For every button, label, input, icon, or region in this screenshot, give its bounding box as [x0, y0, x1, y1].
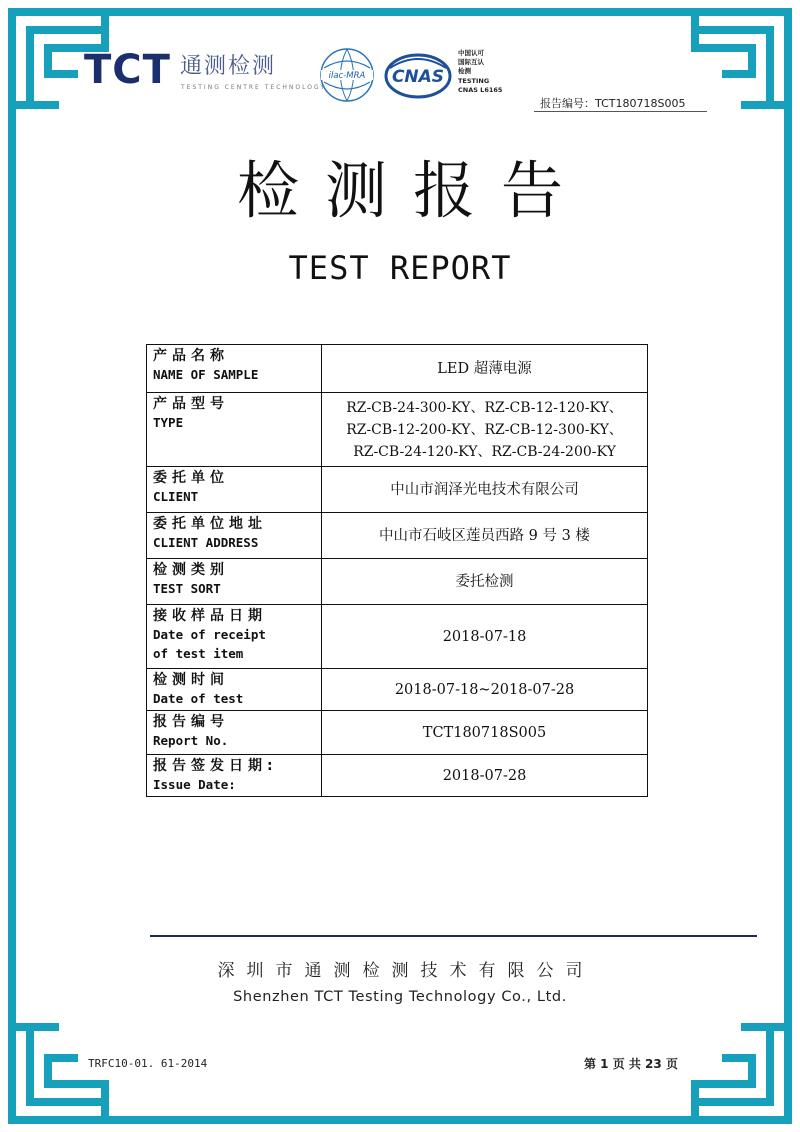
tct-logo: TCT [84, 47, 171, 93]
table-row [147, 669, 648, 711]
table-row [147, 711, 648, 755]
row-value: 中山市石岐区莲员西路 9 号 3 楼 [322, 513, 648, 559]
report-title-english: TEST REPORT [288, 249, 512, 287]
label-english: Report No. [153, 733, 229, 748]
row-label [147, 467, 322, 513]
table-row [147, 467, 648, 513]
company-name-english: Shenzhen TCT Testing Technology Co., Ltd. [233, 989, 567, 1005]
table-row [147, 559, 648, 605]
row-value: 委托检测 [322, 559, 648, 605]
row-value: RZ-CB-24-300-KY、RZ-CB-12-120-KY、 RZ-CB-12-200-KY、RZ-CB-12-300-KY、 RZ-CB-24-120-KY、RZ-CB-24-200-KY [322, 393, 648, 467]
row-label [147, 559, 322, 605]
label-english: TEST SORT [153, 581, 221, 596]
label-english: CLIENT [153, 489, 199, 504]
label-chinese: 委托单位地址 [153, 516, 267, 532]
row-value: 2018-07-18 [322, 605, 648, 669]
row-label [147, 345, 322, 393]
ilac-mra-logo [318, 46, 376, 104]
label-chinese: 委托单位 [153, 470, 229, 486]
table-row [147, 605, 648, 669]
label-chinese: 检测时间 [153, 672, 229, 688]
row-value: 2018-07-28 [322, 755, 648, 797]
tct-logo-tagline: TESTING CENTRE TECHNOLOGY [181, 84, 326, 91]
label-chinese: 接收样品日期 [153, 608, 267, 624]
company-name-chinese: 深圳市通测检测技术有限公司 [217, 961, 595, 981]
label-english: TYPE [153, 415, 184, 430]
row-label [147, 605, 322, 669]
table-row [147, 345, 648, 393]
row-value: 2018-07-18~2018-07-28 [322, 669, 648, 711]
report-info-table [146, 344, 648, 797]
row-value: LED 超薄电源 [322, 345, 648, 393]
label-english: Issue Date: [153, 777, 236, 792]
header-rule [534, 111, 707, 112]
row-value: 中山市润泽光电技术有限公司 [322, 467, 648, 513]
ilac-label: ilac-MRA [328, 71, 366, 81]
cnas-label: CNAS [391, 67, 445, 87]
label-english: Date of receipt of test item [153, 627, 266, 661]
header-report-number: 报告编号：TCT180718S005 [540, 97, 686, 110]
table-row [147, 393, 648, 467]
footer-rule [150, 935, 757, 937]
label-chinese: 报告签发日期: [153, 758, 278, 774]
row-value: TCT180718S005 [322, 711, 648, 755]
label-chinese: 产品名称 [153, 348, 229, 364]
table-row [147, 513, 648, 559]
label-english: Date of test [153, 691, 244, 706]
table-row [147, 755, 648, 797]
label-english: NAME OF SAMPLE [153, 367, 259, 382]
form-code: TRFC10-01. 61-2014 [88, 1057, 208, 1070]
row-label [147, 393, 322, 467]
cnas-accreditation-text: 中国认可 国际互认 检测 TESTING CNAS L6165 [458, 49, 503, 94]
cnas-logo [384, 52, 452, 100]
row-label [147, 513, 322, 559]
label-chinese: 报告编号 [153, 714, 229, 730]
row-label [147, 669, 322, 711]
label-english: CLIENT ADDRESS [153, 535, 259, 550]
report-title-chinese: 检测报告 [236, 154, 589, 227]
page-number: 第 1 页 共 23 页 [584, 1057, 678, 1071]
row-label [147, 711, 322, 755]
tct-logo-chinese: 通测检测 [180, 54, 277, 79]
row-label [147, 755, 322, 797]
label-chinese: 检测类别 [153, 562, 229, 578]
label-chinese: 产品型号 [153, 396, 229, 412]
